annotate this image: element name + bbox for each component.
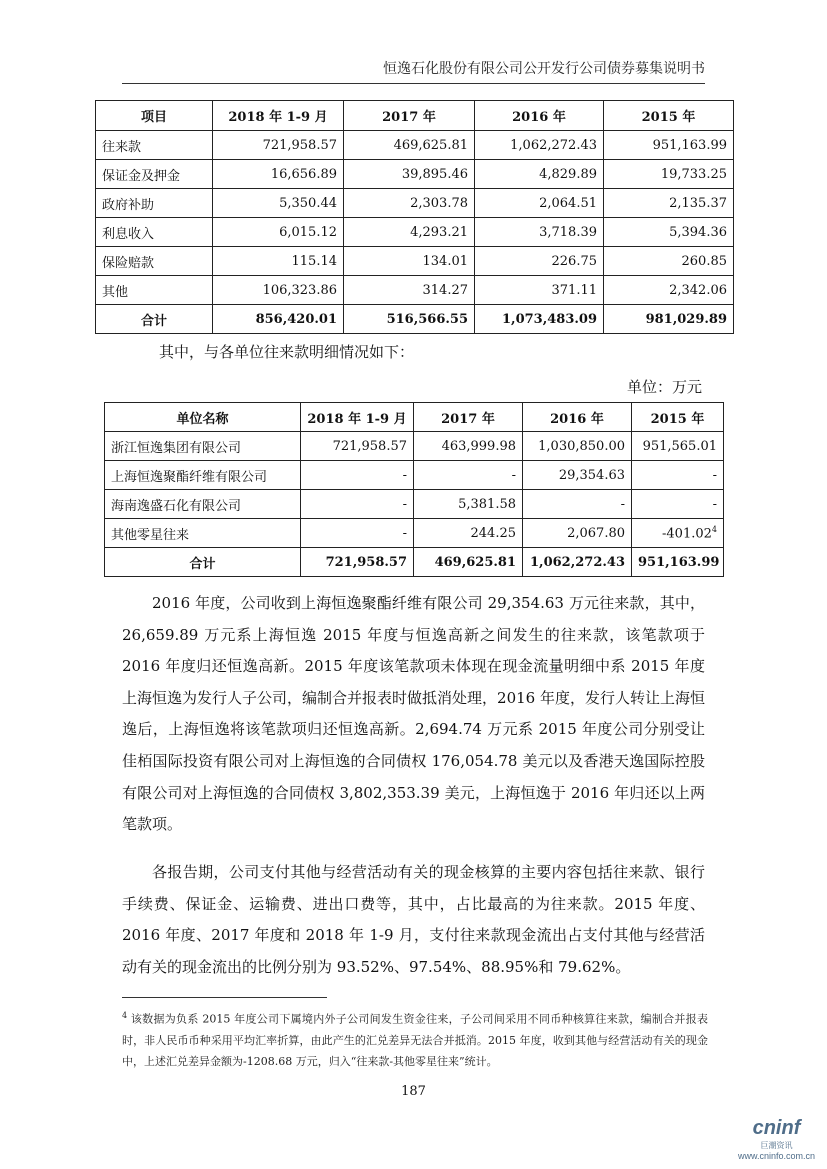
value-cell: 1,030,850.00 — [523, 432, 632, 461]
table-row — [105, 519, 724, 548]
table-row — [96, 247, 734, 276]
value-cell: 371.11 — [475, 276, 604, 305]
value-cell: 5,350.44 — [213, 189, 344, 218]
value-cell: 106,323.86 — [213, 276, 344, 305]
value-cell: 4,829.89 — [475, 160, 604, 189]
company-name: 合计 — [105, 548, 301, 577]
value-cell: 1,073,483.09 — [475, 305, 604, 334]
table-header-row — [96, 101, 734, 131]
item-label: 合计 — [96, 305, 213, 334]
value-cell: 469,625.81 — [344, 131, 475, 160]
value-cell: 244.25 — [414, 519, 523, 548]
column-header: 2016 年 — [523, 403, 632, 432]
table-row — [96, 160, 734, 189]
column-header: 2017 年 — [414, 403, 523, 432]
total-row — [105, 548, 724, 577]
value-cell: 721,958.57 — [301, 548, 414, 577]
value-cell: 721,958.57 — [213, 131, 344, 160]
column-header: 2018 年 1-9 月 — [213, 101, 344, 131]
company-name: 浙江恒逸集团有限公司 — [105, 432, 301, 461]
column-header: 2015 年 — [604, 101, 734, 131]
table-row — [96, 131, 734, 160]
intro-text: 其中，与各单位往来款明细情况如下： — [159, 343, 415, 361]
value-cell: 19,733.25 — [604, 160, 734, 189]
unit-label: 单位：万元 — [626, 378, 702, 396]
cninf-logo — [738, 1117, 815, 1161]
table-row — [105, 461, 724, 490]
item-label: 往来款 — [96, 131, 213, 160]
value-cell: - — [523, 490, 632, 519]
value-cell: 2,342.06 — [604, 276, 734, 305]
value-cell: 5,394.36 — [604, 218, 734, 247]
value-cell: 16,656.89 — [213, 160, 344, 189]
paragraph-payment-summary: 各报告期，公司支付其他与经营活动有关的现金核算的主要内容包括往来款、银行手续费、保证金、运输费、进出口费等，其中，占比最高的为往来款。2015 年度、2016 年度、2017 年度和 2018 年 1-9 月，支付往来款现金流出占支付其他与经营活动有关的现金流出的比例分别为 93.52%、97.54%、88.95%和 79.62%。 — [122, 863, 705, 976]
value-cell: - — [301, 519, 414, 548]
column-header: 2017 年 — [344, 101, 475, 131]
value-cell: 981,029.89 — [604, 305, 734, 334]
footnote — [122, 1005, 708, 1072]
value-cell: 2,303.78 — [344, 189, 475, 218]
value-cell: 4,293.21 — [344, 218, 475, 247]
value-cell: 469,625.81 — [414, 548, 523, 577]
value-cell: 951,565.01 — [632, 432, 724, 461]
value-cell: 1,062,272.43 — [523, 548, 632, 577]
value-cell: - — [301, 490, 414, 519]
table-row — [96, 218, 734, 247]
logo-url: www.cninfo.com.cn — [737, 1151, 815, 1161]
column-header: 项目 — [96, 101, 213, 131]
company-name: 海南逸盛石化有限公司 — [105, 490, 301, 519]
value-cell: 1,062,272.43 — [475, 131, 604, 160]
footnote-divider — [122, 997, 327, 998]
item-label: 保险赔款 — [96, 247, 213, 276]
value-cell: 2,067.80 — [523, 519, 632, 548]
column-header: 单位名称 — [105, 403, 301, 432]
value-cell: 951,163.99 — [604, 131, 734, 160]
value-cell: 516,566.55 — [344, 305, 475, 334]
value-cell: - — [414, 461, 523, 490]
counterparty-table — [104, 402, 724, 577]
item-label: 保证金及押金 — [96, 160, 213, 189]
value-cell: 115.14 — [213, 247, 344, 276]
value-cell: 3,718.39 — [475, 218, 604, 247]
value-cell: 39,895.46 — [344, 160, 475, 189]
value-cell: - — [632, 461, 724, 490]
value-cell: - — [301, 461, 414, 490]
table-row — [96, 189, 734, 218]
company-name: 上海恒逸聚酯纤维有限公司 — [105, 461, 301, 490]
company-name: 其他零星往来 — [105, 519, 301, 548]
logo-brand: cninf — [752, 1117, 801, 1139]
value-cell: 2,135.37 — [604, 189, 734, 218]
document-header: 恒逸石化股份有限公司公开发行公司债券募集说明书 — [122, 58, 705, 84]
logo-chinese: 巨潮资讯 — [760, 1141, 793, 1150]
value-cell: 856,420.01 — [213, 305, 344, 334]
column-header: 2016 年 — [475, 101, 604, 131]
column-header: 2015 年 — [632, 403, 724, 432]
value-cell: 951,163.99 — [632, 548, 724, 577]
value-cell: 463,999.98 — [414, 432, 523, 461]
table-header-row — [105, 403, 724, 432]
item-label: 其他 — [96, 276, 213, 305]
value-cell: 5,381.58 — [414, 490, 523, 519]
value-cell: 314.27 — [344, 276, 475, 305]
table-row — [105, 432, 724, 461]
value-cell: 2,064.51 — [475, 189, 604, 218]
value-cell: 134.01 — [344, 247, 475, 276]
footnote-text: 该数据为负系 2015 年度公司下属境内外子公司间发生资金往来，子公司间采用不同币种核算往来款，编制合并报表时，非人民币币种采用平均汇率折算，由此产生的汇兑差异无法合并抵消。2015 年度，收到其他与经营活动有关的现金中，上述汇兑差异金额为-1208.68 万元，归入“往来款-其他零星往来”统计。 — [122, 1012, 709, 1068]
value-cell: 29,354.63 — [523, 461, 632, 490]
value-cell: 260.85 — [604, 247, 734, 276]
table-row — [105, 490, 724, 519]
value-cell: 6,015.12 — [213, 218, 344, 247]
paragraph-shanghai-hengyi: 2016 年度，公司收到上海恒逸聚酯纤维有限公司 29,354.63 万元往来款，其中，26,659.89 万元系上海恒逸 2015 年度与恒逸高新之间发生的往来款，该笔款项于 2016 年度归还恒逸高新。2015 年度该笔款项未体现在现金流量明细中系 2015 年度上海恒逸为发行人子公司，编制合并报表时做抵消处理，2016 年度，发行人转让上海恒逸后，上海恒逸将该笔款项归还恒逸高新。2,694.74 万元系 2015 年度公司分别受让佳栢国际投资有限公司对上海恒逸的合同债权 176,054.78 美元以及香港天逸国际控股有限公司对上海恒逸的合同债权 3,802,353.39 美元，上海恒逸于 2016 年归还以上两笔款项。 — [122, 594, 705, 834]
value-cell: - — [632, 490, 724, 519]
item-label: 利息收入 — [96, 218, 213, 247]
footnote-mark: 4 — [122, 1011, 128, 1020]
column-header: 2018 年 1-9 月 — [301, 403, 414, 432]
value-cell: -401.02$^4$ — [632, 519, 724, 548]
table-row — [96, 276, 734, 305]
item-label: 政府补助 — [96, 189, 213, 218]
footnote-reference: 4 — [711, 524, 717, 534]
value-cell: 226.75 — [475, 247, 604, 276]
cash-items-table — [95, 100, 734, 334]
value-cell: 721,958.57 — [301, 432, 414, 461]
total-row — [96, 305, 734, 334]
page-number: 187 — [401, 1084, 426, 1099]
